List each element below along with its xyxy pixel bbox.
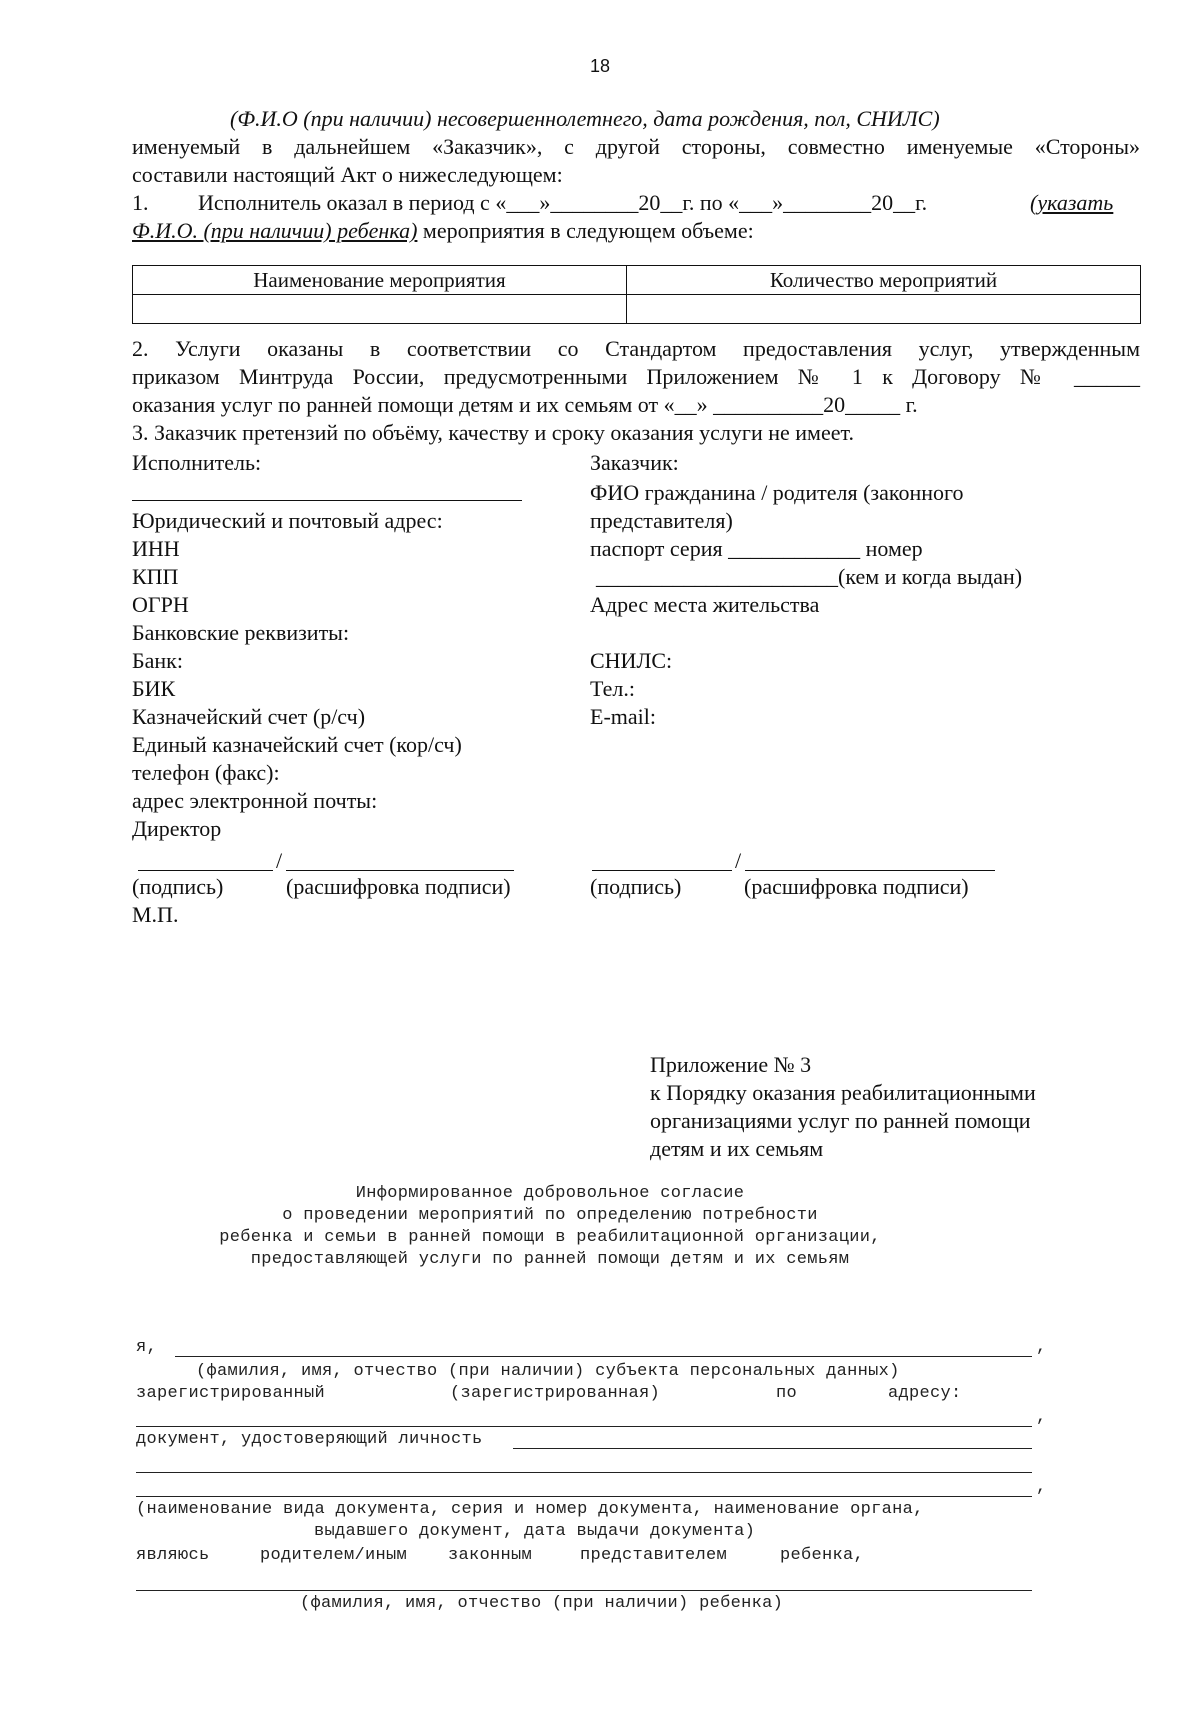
appendix-line3: организациями услуг по ранней помощи bbox=[650, 1108, 1031, 1133]
clause-1-text: Исполнитель оказал в период с «___»________20__г. по «___»________20__г. bbox=[198, 190, 928, 215]
customer-phone: Тел.: bbox=[590, 676, 635, 701]
clause-1-tail: мероприятия в следующем объеме: bbox=[422, 218, 754, 243]
executor-sign-label: (подпись) bbox=[132, 874, 224, 899]
consent-doc-caption-2: выдавшего документ, дата выдачи документа) bbox=[314, 1522, 756, 1541]
executor-decode-line bbox=[286, 870, 514, 871]
executor-heading: Исполнитель: bbox=[132, 450, 262, 475]
consent-doc-line-3 bbox=[136, 1496, 1032, 1497]
consent-title-line1: Информированное добровольное согласие bbox=[355, 1184, 745, 1203]
table-header-row bbox=[133, 266, 1141, 295]
executor-bik: БИК bbox=[132, 676, 176, 701]
minor-caption: (Ф.И.О (при наличии) несовершеннолетнего, дата рождения, пол, СНИЛС) bbox=[230, 106, 940, 131]
page-number: 18 bbox=[589, 56, 611, 76]
consent-address-comma: , bbox=[1036, 1408, 1047, 1427]
executor-legal-address: Юридический и почтовый адрес: bbox=[132, 508, 443, 533]
appendix-line4: детям и их семьям bbox=[650, 1136, 824, 1161]
consent-registered-2: (зарегистрированная) bbox=[450, 1384, 661, 1403]
consent-id-doc-line bbox=[513, 1448, 1032, 1449]
consent-title-line2: о проведении мероприятий по определению потребности bbox=[282, 1206, 818, 1225]
stamp-label: М.П. bbox=[132, 902, 179, 927]
executor-slash: / bbox=[276, 848, 283, 873]
table-cell-name bbox=[133, 295, 627, 324]
executor-ogrn: ОГРН bbox=[132, 592, 189, 617]
consent-title-line4: предоставляющей услуги по ранней помощи детям и их семьям bbox=[250, 1250, 850, 1269]
executor-sign-line bbox=[138, 870, 273, 871]
executor-bank-details: Банковские реквизиты: bbox=[132, 620, 350, 645]
appendix-line1: Приложение № 3 bbox=[650, 1052, 812, 1077]
consent-address-line bbox=[136, 1426, 1032, 1427]
consent-being-2: родителем/иным bbox=[260, 1546, 408, 1565]
executor-name-line bbox=[132, 500, 522, 501]
consent-being-3: законным bbox=[448, 1546, 533, 1565]
customer-passport-issued: ______________________(кем и когда выдан) bbox=[596, 564, 1023, 589]
clause-1-number: 1. bbox=[132, 190, 149, 215]
executor-kpp: КПП bbox=[132, 564, 179, 589]
clause-2-line1: 2. Услуги оказаны в соответствии со Стандартом предоставления услуг, утвержденным bbox=[132, 336, 1140, 361]
clause-3: 3. Заказчик претензий по объёму, качеству и сроку оказания услуги не имеет. bbox=[132, 420, 854, 445]
customer-fio-line1: ФИО гражданина / родителя (законного bbox=[590, 480, 964, 505]
customer-sign-line bbox=[592, 870, 732, 871]
consent-doc-caption-1: (наименование вида документа, серия и номер документа, наименование органа, bbox=[136, 1500, 924, 1519]
customer-decode-line bbox=[745, 870, 995, 871]
consent-registered-1: зарегистрированный bbox=[136, 1384, 326, 1403]
services-table bbox=[132, 265, 1141, 324]
table-row bbox=[133, 295, 1141, 324]
customer-fio-line2: представителя) bbox=[590, 508, 733, 533]
customer-email: E-mail: bbox=[590, 704, 656, 729]
executor-treasury-account: Казначейский счет (р/сч) bbox=[132, 704, 366, 729]
executor-decode-label: (расшифровка подписи) bbox=[286, 874, 511, 899]
executor-single-treasury-account: Единый казначейский счет (кор/сч) bbox=[132, 732, 462, 757]
consent-registered-4: адресу: bbox=[888, 1384, 962, 1403]
customer-sign-label: (подпись) bbox=[590, 874, 682, 899]
customer-passport: паспорт серия ____________ номер bbox=[590, 536, 923, 561]
consent-being-5: ребенка, bbox=[780, 1546, 865, 1565]
customer-heading: Заказчик: bbox=[590, 450, 679, 475]
clause-2-line2: приказом Минтруда России, предусмотренными Приложением № 1 к Договору № ______ bbox=[132, 364, 1140, 389]
table-cell-count bbox=[626, 295, 1140, 324]
appendix-line2: к Порядку оказания реабилитационными bbox=[650, 1080, 1036, 1105]
customer-slash: / bbox=[735, 848, 742, 873]
table-header-name: Наименование мероприятия bbox=[133, 266, 627, 295]
executor-email: адрес электронной почты: bbox=[132, 788, 378, 813]
executor-inn: ИНН bbox=[132, 536, 180, 561]
customer-snils: СНИЛС: bbox=[590, 648, 673, 673]
consent-doc-line-2 bbox=[136, 1472, 1032, 1473]
consent-fio-comma: , bbox=[1036, 1338, 1047, 1357]
customer-address: Адрес места жительства bbox=[590, 592, 820, 617]
act-intro-line1: именуемый в дальнейшем «Заказчик», с другой стороны, совместно именуемые «Стороны» bbox=[132, 134, 1140, 159]
consent-doc-comma: , bbox=[1036, 1478, 1047, 1497]
executor-bank: Банк: bbox=[132, 648, 183, 673]
clause-2-line3: оказания услуг по ранней помощи детям и их семьям от «__» __________20_____ г. bbox=[132, 392, 918, 417]
consent-id-doc-label: документ, удостоверяющий личность bbox=[136, 1430, 483, 1449]
consent-child-line bbox=[136, 1590, 1032, 1591]
consent-being-1: являюсь bbox=[136, 1546, 210, 1565]
executor-phone: телефон (факс): bbox=[132, 760, 280, 785]
clause-1-line2 bbox=[132, 218, 754, 244]
act-intro-line2: составили настоящий Акт о нижеследующем: bbox=[132, 162, 563, 187]
clause-1-italic-b: Ф.И.О. (при наличии) ребенка) bbox=[132, 218, 418, 243]
customer-decode-label: (расшифровка подписи) bbox=[744, 874, 969, 899]
table-header-count: Количество мероприятий bbox=[626, 266, 1140, 295]
consent-fio-line bbox=[175, 1356, 1032, 1357]
consent-child-caption: (фамилия, имя, отчество (при наличии) ребенка) bbox=[300, 1594, 784, 1613]
consent-registered-3: по bbox=[776, 1384, 798, 1403]
consent-i-label: я, bbox=[136, 1338, 158, 1357]
executor-director: Директор bbox=[132, 816, 222, 841]
clause-1-italic-a: (указать bbox=[1030, 190, 1114, 215]
consent-fio-caption: (фамилия, имя, отчество (при наличии) субъекта персональных данных) bbox=[196, 1362, 900, 1381]
consent-title-line3: ребенка и семьи в ранней помощи в реабилитационной организации, bbox=[219, 1228, 881, 1247]
consent-being-4: представителем bbox=[580, 1546, 728, 1565]
